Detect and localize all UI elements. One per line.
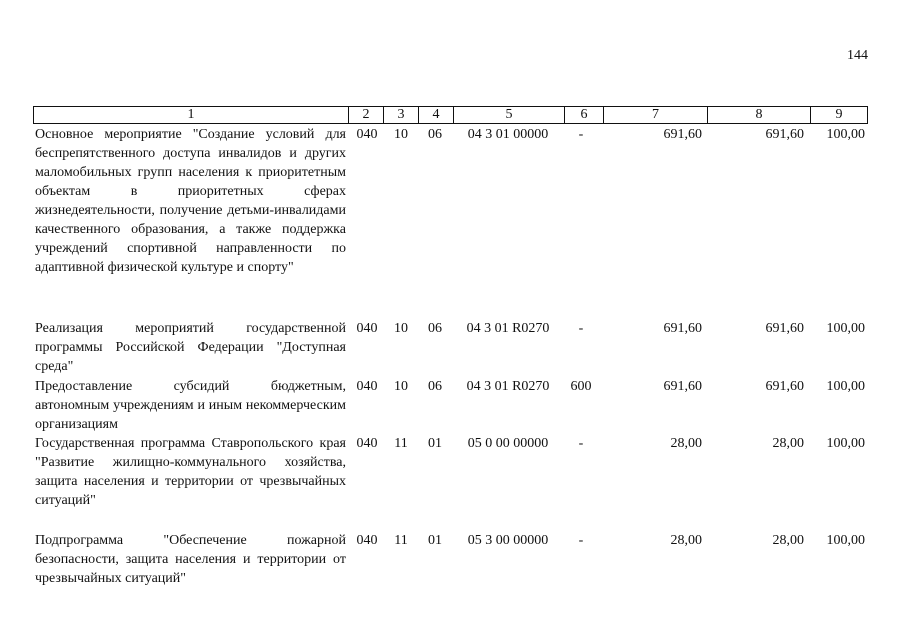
row-ministry-code: 040 (356, 436, 378, 451)
row-percent: 100,00 (826, 436, 865, 451)
row-section-code: 10 (394, 127, 408, 142)
row-target-code: 04 3 01 R0270 (466, 379, 550, 394)
row-description: Предоставление субсидий бюджетным, автономным учреждениям и иным некоммерческим организациям (35, 379, 346, 432)
row-target-code: 05 0 00 00000 (467, 436, 549, 451)
page-number: 144 (847, 48, 868, 63)
header-col-5: 5 (505, 107, 513, 122)
header-col-3: 3 (397, 107, 405, 122)
row-amount-executed: 28,00 (772, 533, 804, 548)
row-expense-type: 600 (570, 379, 592, 394)
row-subsection-code: 01 (428, 533, 442, 548)
row-amount-planned: 691,60 (663, 127, 702, 142)
row-description: Государственная программа Ставропольского края "Развитие жилищно-коммунального хозяйства, защита населения и территории от чрезвычайных ситуаций" (35, 436, 346, 508)
row-amount-planned: 691,60 (663, 379, 702, 394)
row-percent: 100,00 (826, 379, 865, 394)
row-expense-type: - (578, 127, 584, 142)
header-col-7: 7 (652, 107, 659, 122)
row-amount-executed: 691,60 (765, 127, 804, 142)
row-target-code: 04 3 01 00000 (467, 127, 549, 142)
row-amount-executed: 28,00 (772, 436, 804, 451)
row-subsection-code: 01 (428, 436, 442, 451)
row-percent: 100,00 (826, 127, 865, 142)
header-col-4: 4 (432, 107, 440, 122)
row-target-code: 04 3 01 R0270 (466, 321, 550, 336)
row-subsection-code: 06 (428, 321, 442, 336)
header-col-1: 1 (187, 107, 195, 122)
header-col-9: 9 (835, 107, 843, 122)
row-section-code: 11 (394, 533, 408, 548)
row-expense-type: - (578, 321, 584, 336)
header-col-6: 6 (580, 107, 588, 122)
row-expense-type: - (578, 533, 584, 548)
row-description: Подпрограмма "Обеспечение пожарной безопасности, защита населения и территории от чрезвычайных ситуаций" (35, 533, 346, 586)
row-section-code: 10 (394, 321, 408, 336)
row-percent: 100,00 (826, 533, 865, 548)
row-description: Реализация мероприятий государственной программы Российской Федерации "Доступная среда" (35, 321, 346, 374)
budget-table (33, 106, 868, 586)
row-subsection-code: 06 (428, 379, 442, 394)
row-target-code: 05 3 00 00000 (467, 533, 549, 548)
table-header (33, 106, 868, 124)
row-subsection-code: 06 (428, 127, 442, 142)
row-ministry-code: 040 (356, 379, 378, 394)
header-col-8: 8 (755, 107, 763, 122)
row-amount-executed: 691,60 (765, 321, 804, 336)
row-expense-type: - (578, 436, 584, 451)
row-amount-planned: 691,60 (663, 321, 702, 336)
row-amount-planned: 28,00 (670, 436, 702, 451)
row-amount-planned: 28,00 (670, 533, 702, 548)
row-section-code: 10 (394, 379, 408, 394)
row-ministry-code: 040 (356, 127, 378, 142)
row-percent: 100,00 (826, 321, 865, 336)
row-description: Основное мероприятие "Создание условий для беспрепятственного доступа инвалидов и других маломобильных групп населения к приоритетным объектам в приоритетных сферах жизнедеятельности, получение детьми-инвалидами качественного образования, а также поддержка учреждений спортивной направленности по адаптивной физической культуре и спорту" (35, 127, 346, 275)
row-ministry-code: 040 (356, 321, 378, 336)
row-amount-executed: 691,60 (765, 379, 804, 394)
row-section-code: 11 (394, 436, 408, 451)
header-col-2: 2 (362, 107, 370, 122)
row-ministry-code: 040 (356, 533, 378, 548)
